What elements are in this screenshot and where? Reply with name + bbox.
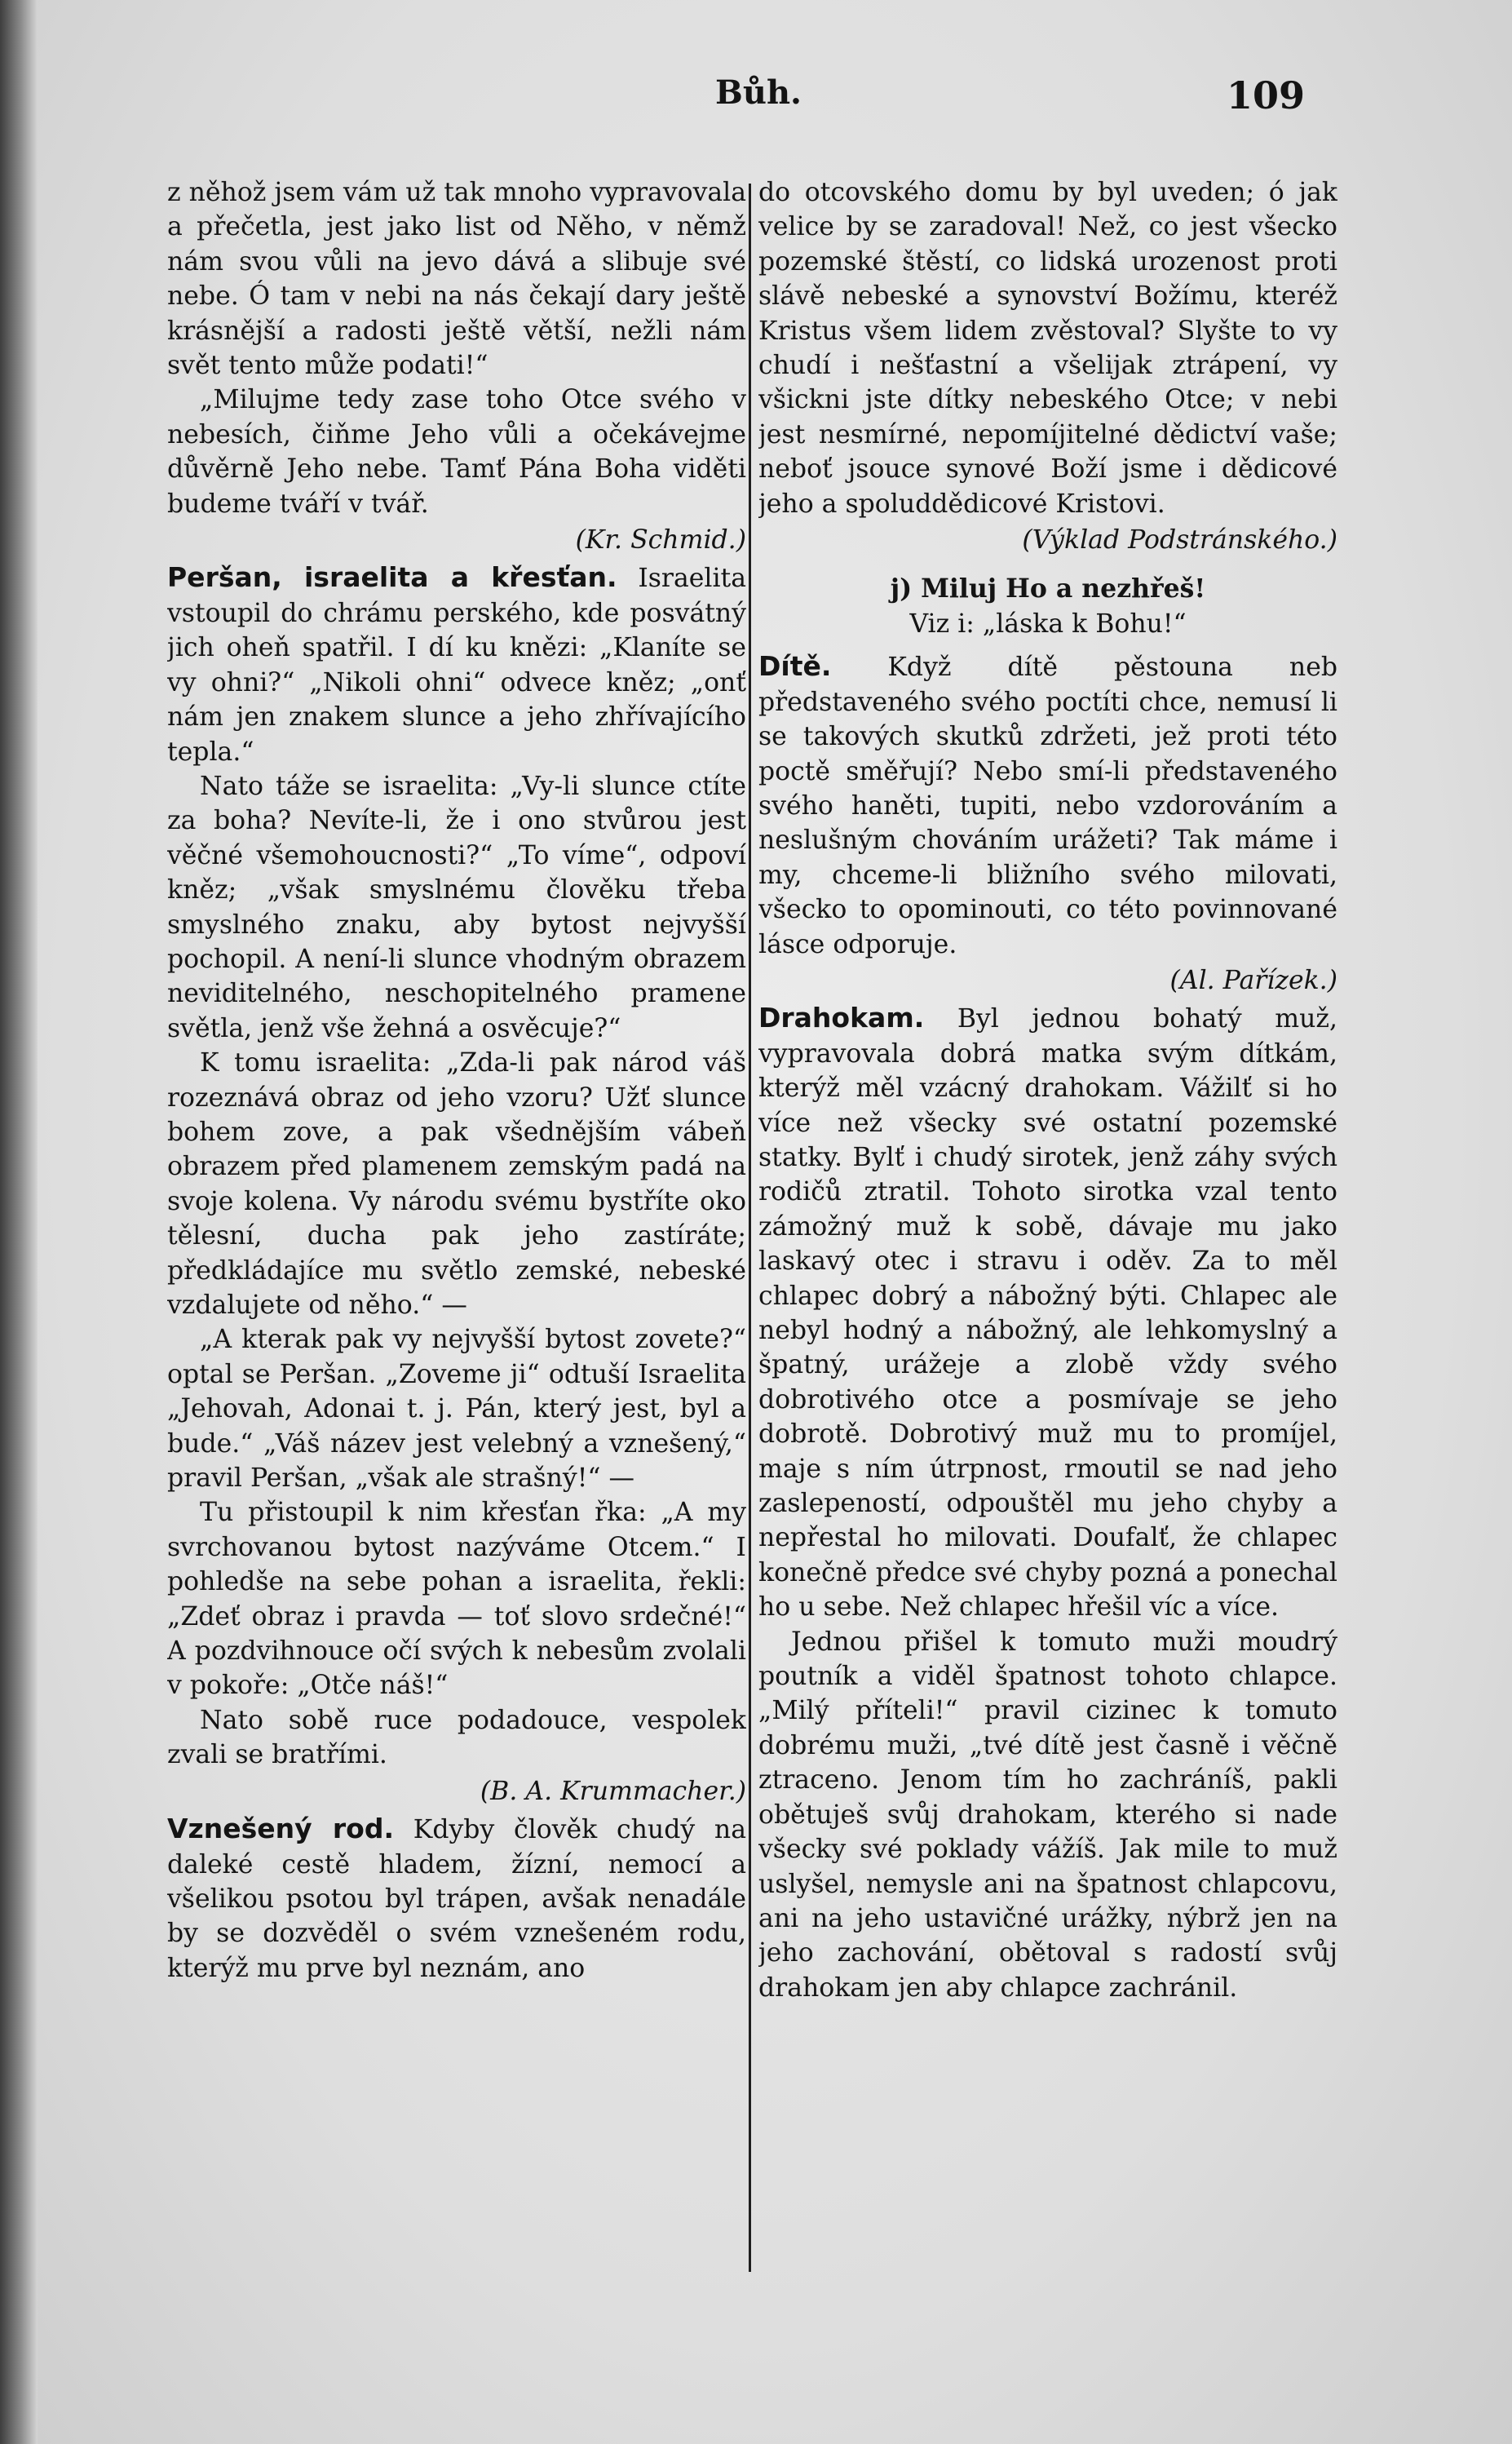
section-heading: Vznešený rod. [167,1813,394,1845]
section-heading: Peršan, israelita a křesťan. [167,561,617,594]
section-heading: Dítě. [758,650,832,683]
book-spine-shadow [0,0,38,2444]
author-signature: (Výklad Podstránského.) [1022,525,1337,556]
cross-reference: Viz i: „láska k Bohu!“ [909,609,1187,639]
section-paragraph [167,560,746,768]
section-text: Kdyby člověk chudý na daleké cestě hladem, žízní, nemocí a všelikou psotou byl trápen, avšak nenadále by se dozvěděl o svém vznešeném rodu, kterýž mu prve byl neznám, ano [167,1815,746,1983]
right-column [758,175,1337,2264]
section-text: Israelita vstoupil do chrámu perského, kde posvátný jich oheň spatřil. I dí ku knězi: „Klaníte se vy ohni?“ „Nikoli ohni“ odvece kněz; „onť nám jen znakem slunce a jeho zhřívajícího tepla.“ [167,564,746,767]
paragraph: z něhož jsem vám už tak mnoho vypravovala a přečetla, jest jako list od Něho, v němž nám svou vůli na jevo dává a slibuje své nebe. Ó tam v nebi na nás čekají dary ještě krásnější a radosti ještě větší, nežli nám svět tento může podati!“ [167,178,746,381]
paragraph: Nato táže se israelita: „Vy-li slunce ctíte za boha? Nevíte-li, že i ono stvůrou jest věčné všemohoucnosti?“ „To víme“, odpoví kněz; „však smyslnému člověku třeba smyslného znaku, aby bytost nejvyšší pochopil. A není-li slunce vhodným obrazem neviditelného, neschopitelného pramene světla, jenž vše žehná a osvěcuje?“ [167,771,746,1043]
paragraph: do otcovského domu by byl uveden; ó jak velice by se zaradoval! Než, co jest všecko pozemské štěstí, co lidská urozenost proti slávě nebeské a synovství Božímu, kteréž Kristus všem lidem zvěstoval? Slyšte to vy chudí i nešťastní a všelijak ztrápení, vy všickni jste dítky nebeského Otce; v nebi jest nesmírné, nepomíjitelné dědictví vaše; neboť jsouce synové Boží jsme i dědicové jeho a spoluddědicové Kristovi. [758,178,1337,519]
paragraph: „Milujme tedy zase toho Otce svého v nebesích, čiňme Jeho vůli a očekávejme důvěrně Jeho nebe. Tamť Pána Boha viděti budeme tváří v tvář. [167,385,746,519]
section-paragraph [758,1001,1337,1624]
page-number: 109 [1226,73,1305,117]
column-divider [749,184,751,2272]
left-column [167,175,746,2264]
paragraph: Jednou přišel k tomuto muži moudrý poutník a viděl špatnost tohoto chlapce. „Milý příteli!“ pravil cizinec k tomuto dobrému muži, „tvé dítě jest časně i věčně ztraceno. Jenom tím ho zachráníš, pakli obětuješ svůj drahokam, kterého si nade všecky své poklady vážíš. Jak mile to muž uslyšel, nemysle ani na špatnost chlapcovu, ani na jeho ustavičné urážky, nýbrž jen na jeho zachování, obětoval s radostí svůj drahokam jen aby chlapce zachránil. [758,1627,1337,2003]
section-text: Byl jednou bohatý muž, vypravovala dobrá matka svým dítkám, kterýž měl vzácný drahokam. Vážilť si ho více než všecky své ostatní pozemské statky. Bylť i chudý sirotek, jenž záhy svých rodičů ztratil. Tohoto sirotka vzal tento zámožný muž k sobě, dávaje mu jako laskavý otec i stravu i oděv. Za to měl chlapec dobrý a nábožný býti. Chlapec ale nebyl hodný a nábožný, ale lehkomyslný a špatný, urážeje a zlobě vždy svého dobrotivého otce a posmívaje se jeho dobrotě. Dobrotivý muž mu to promíjel, maje s ním útrpnost, rmoutil se nad jeho zaslepeností, odpouštěl mu jeho chyby a nepřestal ho milovati. Doufalť, že chlapec konečně předce své chyby pozná a ponechal ho u sebe. Než chlapec hřešil víc a více. [758,1004,1337,1623]
paragraph: Tu přistoupil k nim křesťan řka: „A my svrchovanou bytost nazýváme Otcem.“ I pohledše na sebe pohan a israelita, řekli: „Zdeť obraz i pravda — toť slovo srdečné!“ A pozdvihnouce očí svých k nebesům zvolali v pokoře: „Otče náš!“ [167,1498,746,1701]
author-signature: (Al. Pařízek.) [1169,965,1337,995]
author-signature: (B. A. Krummacher.) [480,1776,746,1806]
chapter-subheading: j) Miluj Ho a nezhřeš! [890,573,1206,604]
paragraph: Nato sobě ruce podadouce, vespolek zvali se bratřími. [167,1705,746,1770]
paragraph: „A kterak pak vy nejvyšší bytost zovete?“ optal se Peršan. „Zoveme ji“ odtuší Israelita „Jehovah, Adonai t. j. Pán, který jest, byl a bude.“ „Váš název jest velebný a vznešený,“ pravil Peršan, „však ale strašný!“ — [167,1325,746,1494]
section-paragraph [758,649,1337,962]
spacer [758,641,1337,649]
section-paragraph [167,1812,746,1986]
section-heading: Drahokam. [758,1002,925,1034]
paragraph: K tomu israelita: „Zda-li pak národ váš rozeznává obraz od jeho vzoru? Užť slunce bohem zove, a pak všednějším vábeň obrazem před plamenem zemským padá na svoje kolena. Vy národu svému bystříte oko tělesní, ducha pak jeho zastíráte; předkládajíce mu světlo zemské, nebeské vzdalujete od něho.“ — [167,1048,746,1320]
author-signature: (Kr. Schmid.) [575,525,746,556]
running-header-title: Bůh. [715,73,802,112]
section-text: Když dítě pěstouna neb představeného svého poctíti chce, nemusí li se takových skutků zdržeti, jež proti této poctě směřují? Nebo smí-li představeného svého haněti, tupiti, nebo vzdorováním a neslušným chováním urážeti? Tak máme i my, chceme-li bližního svého milovati, všecko to opominouti, co této povinnované lásce odporuje. [758,653,1337,959]
